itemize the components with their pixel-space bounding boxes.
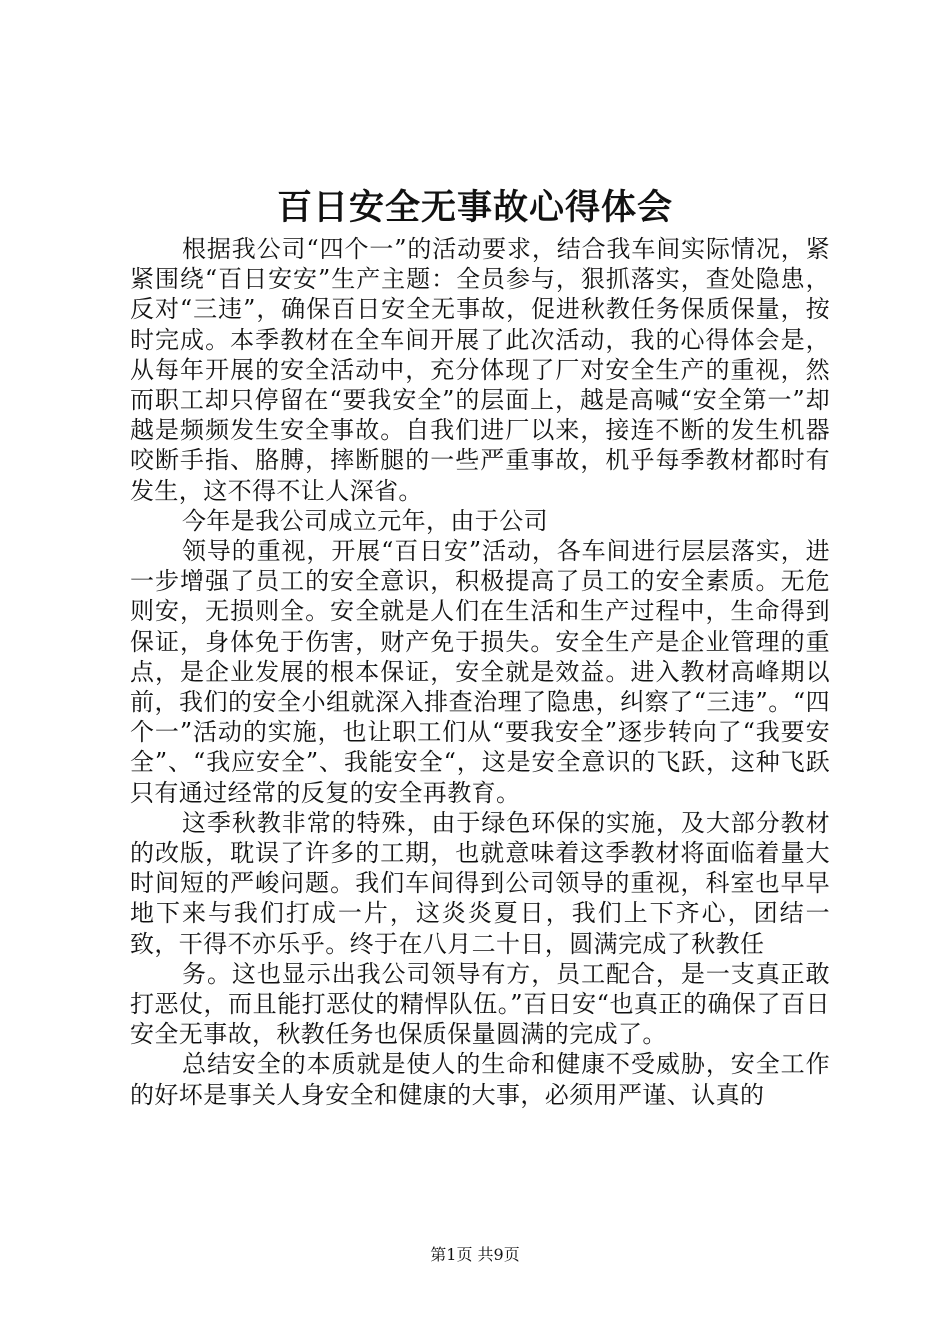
paragraph-6: 总结安全的本质就是使人的生命和健康不受威胁，安全工作的好坏是事关人身安全和健康的大事，必须用严谨、认真的 [130, 1050, 830, 1109]
page-number-footer: 第1页 共9页 [430, 1245, 520, 1264]
paragraph-1: 根据我公司“四个一”的活动要求，结合我车间实际情况，紧紧围绕“百日安安”生产主题：全员参与，狠抓落实，查处隐患，反对“三违”，确保百日安全无事故，促进秋教任务保质保量，按时完成。本季教材在全车间开展了此次活动，我的心得体会是，从每年开展的安全活动中，充分体现了厂对安全生产的重视，然而职工却只停留在“要我安全”的层面上，越是高喊“安全第一”却越是频频发生安全事故。自我们进厂以来，接连不断的发生机器咬断手指、胳膊，摔断腿的一些严重事故，机乎每季教材都时有发生，这不得不让人深省。 [130, 235, 830, 505]
paragraph-5: 务。这也显示出我公司领导有方，员工配合，是一支真正敢打恶仗，而且能打恶仗的精悍队伍。”百日安“也真正的确保了百日安全无事故，秋教任务也保质保量圆满的完成了。 [130, 959, 830, 1049]
document-body [130, 234, 830, 1110]
document-title: 百日安全无事故心得体会 [276, 187, 673, 228]
paragraph-4: 这季秋教非常的特殊，由于绿色环保的实施，及大部分教材的改版，耽误了许多的工期，也就意味着这季教材将面临着量大时间短的严峻问题。我们车间得到公司领导的重视，科室也早早地下来与我们打成一片，这炎炎夏日，我们上下齐心，团结一致，干得不亦乐乎。终于在八月二十日，圆满完成了秋教任 [130, 808, 830, 958]
paragraph-2: 今年是我公司成立元年，由于公司 [182, 506, 548, 535]
paragraph-3: 领导的重视，开展“百日安”活动，各车间进行层层落实，进一步增强了员工的安全意识，积极提高了员工的安全素质。无危则安，无损则全。安全就是人们在生活和生产过程中，生命得到保证，身体免于伤害，财产免于损失。安全生产是企业管理的重点，是企业发展的根本保证，安全就是效益。进入教材高峰期以前，我们的安全小组就深入排查治理了隐患，纠察了“三违”。“四个一”活动的实施，也让职工们从“要我安全”逐步转向了“我要安全”、“我应安全”、我能安全“，这是安全意识的飞跃，这种飞跃只有通过经常的反复的安全再教育。 [130, 537, 830, 807]
